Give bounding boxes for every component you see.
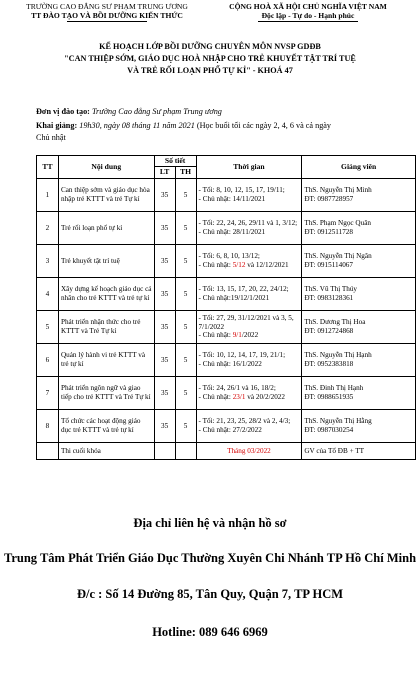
final-tt [37, 442, 59, 459]
title-line-3: VÀ TRẺ RỐI LOẠN PHỔ TỰ KỈ" - KHOÁ 47 [127, 66, 293, 75]
training-unit-value: Trường Cao đẳng Sư phạm Trung ương [91, 107, 222, 116]
row-time-evenings: - Tối: 24, 26/1 và 16, 18/2; [198, 384, 276, 393]
table-row [37, 244, 416, 277]
row-time-sunday-post: và 12/12/2021 [245, 260, 289, 269]
row-content: Can thiệp sớm và giáo dục hòa nhập trẻ KTTT và trẻ Tự kỉ [58, 178, 154, 211]
row-time-sunday-highlight: 23/1 [232, 392, 246, 401]
row-lecturer-phone: ĐT: 0988651935 [304, 392, 354, 401]
row-lecturer [302, 409, 416, 442]
row-lt: 35 [154, 244, 175, 277]
row-time-sundays [199, 228, 300, 236]
row-time-sunday-pre: - Chủ nhật: 16/1/2022 [198, 359, 262, 368]
contact-heading: Địa chỉ liên hệ và nhận hồ sơ [133, 516, 287, 530]
opening-note-cont [36, 132, 66, 143]
row-time-sunday-post: và 20/2/2022 [245, 392, 285, 401]
opening-label: Khai giảng: [36, 121, 78, 130]
row-tt: 8 [37, 409, 59, 442]
row-time-evenings: - Tối: 13, 15, 17, 20, 22, 24/12; [198, 285, 289, 294]
row-time-sundays [199, 393, 300, 401]
row-time-sunday-post: 14/11/2021 [232, 194, 266, 203]
row-lecturer-name: ThS. Nguyễn Thị Hằng [304, 417, 372, 426]
row-lecturer [302, 343, 416, 376]
row-lecturer [302, 211, 416, 244]
row-th: 5 [175, 343, 196, 376]
row-time-sunday-highlight: 9/1 [232, 331, 242, 340]
header-lt: LT [154, 167, 175, 178]
row-time-sunday-pre: - Chủ nhật: [198, 194, 233, 203]
row-tt: 4 [37, 277, 59, 310]
row-time-sunday-pre: - Chủ nhật:19/12/1/2021 [198, 293, 270, 302]
header-time: Thời gian [196, 156, 302, 179]
row-lecturer-phone: ĐT: 0987728957 [304, 194, 354, 203]
national-name: CỘNG HOÀ XÃ HỘI CHỦ NGHĨA VIỆT NAM [229, 2, 387, 11]
motto-underline [258, 21, 358, 22]
row-time-evenings: - Tối: 21, 23, 25, 28/2 và 2, 4/3; [198, 417, 291, 426]
table-row [37, 376, 416, 409]
row-content: Phát triển ngôn ngữ và giao tiếp cho trẻ KTTT và Trẻ Tự kỉ [58, 376, 154, 409]
row-th: 5 [175, 376, 196, 409]
row-time-sunday-post: /2022 [241, 331, 259, 340]
row-content: Phát triển nhận thức cho trẻ KTTT và Trẻ Tự kỉ [58, 310, 154, 343]
table-row [37, 178, 416, 211]
row-lecturer [302, 310, 416, 343]
row-time-evenings: - Tối: 8, 10, 12, 15, 17, 19/11; [198, 186, 285, 195]
row-lecturer [302, 178, 416, 211]
row-lecturer-phone: ĐT: 0912724868 [304, 326, 354, 335]
final-exam-row [37, 442, 416, 459]
row-time-sundays [199, 294, 300, 302]
contact-hotline: Hotline: 089 646 6969 [152, 625, 268, 639]
row-time-sunday-pre: - Chủ nhật: 27/2/2022 [198, 425, 262, 434]
row-time-evenings: - Tối: 27, 29, 31/12/2021 và 3, 5, 7/1/2022 [198, 314, 294, 331]
header-tt: TT [37, 156, 59, 179]
row-lt: 35 [154, 178, 175, 211]
row-time [196, 244, 302, 277]
row-time-sundays [199, 195, 300, 203]
row-time-evenings: - Tối: 22, 24, 26, 29/11 và 1, 3/12; [198, 219, 298, 228]
row-lt: 35 [154, 343, 175, 376]
row-th: 5 [175, 211, 196, 244]
row-time-sunday-pre: - Chủ nhật: [198, 392, 233, 401]
row-tt: 3 [37, 244, 59, 277]
table-row [37, 277, 416, 310]
contact-address: Đ/c : Số 14 Đường 85, Tân Quy, Quận 7, TP HCM [76, 587, 344, 601]
row-lt: 35 [154, 409, 175, 442]
header-th: TH [175, 167, 196, 178]
row-content: Tổ chức các hoạt động giáo dục trẻ KTTT và trẻ tự kỉ [58, 409, 154, 442]
row-th: 5 [175, 277, 196, 310]
row-lecturer-name: ThS. Nguyễn Thị Minh [304, 186, 372, 195]
row-time [196, 376, 302, 409]
row-lt: 35 [154, 211, 175, 244]
row-tt: 1 [37, 178, 59, 211]
schedule-table [36, 155, 416, 460]
row-content: Xây dựng kế hoạch giáo dục cá nhân cho trẻ KTTT và trẻ tự kỉ [58, 277, 154, 310]
row-time [196, 409, 302, 442]
row-lt: 35 [154, 376, 175, 409]
final-time: Tháng 03/2022 [196, 442, 302, 459]
final-content: Thi cuối khóa [58, 442, 154, 459]
row-th: 5 [175, 409, 196, 442]
row-time-sunday-pre: - Chủ nhật: [198, 260, 233, 269]
row-th: 5 [175, 178, 196, 211]
row-time [196, 178, 302, 211]
row-lecturer [302, 277, 416, 310]
row-time [196, 211, 302, 244]
header-lecturer: Giảng viên [302, 156, 416, 179]
row-time-sundays [199, 261, 300, 269]
national-motto-block [208, 2, 408, 22]
row-lecturer-name: ThS. Vũ Thị Thúy [304, 285, 358, 294]
row-time-sunday-highlight: 5/12 [232, 260, 246, 269]
table-row [37, 409, 416, 442]
final-th [175, 442, 196, 459]
row-time-sunday-post: 28/11/2021 [232, 227, 266, 236]
table-row [37, 211, 416, 244]
row-time-evenings: - Tối: 10, 12, 14, 17, 19, 21/1; [198, 351, 286, 360]
row-content: Quản lý hành vi trẻ KTTT và trẻ tự kỉ [58, 343, 154, 376]
row-th: 5 [175, 310, 196, 343]
row-lecturer-name: ThS. Dương Thị Hoa [304, 318, 366, 327]
opening-note: (Học buổi tối các ngày 2, 4, 6 và cả ngày [196, 121, 332, 130]
header-content: Nội dung [58, 156, 154, 179]
row-tt: 6 [37, 343, 59, 376]
row-time-sunday-pre: - Chủ nhật: [198, 331, 233, 340]
row-lecturer-phone: ĐT: 0952383818 [304, 359, 354, 368]
contact-center: Trung Tâm Phát Triển Giáo Dục Thường Xuyên Chi Nhánh TP Hồ Chí Minh [3, 551, 417, 565]
row-th: 5 [175, 244, 196, 277]
row-content: Trẻ rối loạn phổ tự kỉ [58, 211, 154, 244]
row-lecturer [302, 376, 416, 409]
row-content: Trẻ khuyết tật trí tuệ [58, 244, 154, 277]
row-time [196, 343, 302, 376]
row-lecturer-phone: ĐT: 0987030254 [304, 425, 354, 434]
row-lecturer-name: ThS. Đinh Thị Hạnh [304, 384, 364, 393]
row-lecturer-name: ThS. Nguyễn Thị Hạnh [304, 351, 372, 360]
row-lt: 35 [154, 277, 175, 310]
row-lecturer-phone: ĐT: 0912511728 [304, 227, 353, 236]
training-unit [36, 106, 222, 117]
opening-info [36, 120, 416, 131]
final-lecturer: GV của Tổ ĐB + TT [302, 442, 416, 459]
row-tt: 5 [37, 310, 59, 343]
row-time-evenings: - Tối: 6, 8, 10, 13/12; [198, 252, 260, 261]
row-tt: 7 [37, 376, 59, 409]
issuer-block [22, 2, 192, 22]
row-time [196, 277, 302, 310]
row-lecturer-name: ThS. Nguyễn Thị Ngân [304, 252, 372, 261]
title-line-1: KẾ HOẠCH LỚP BỒI DƯỠNG CHUYÊN MÔN NVSP GDĐB [99, 42, 321, 51]
row-time-sundays [199, 331, 300, 339]
row-tt: 2 [37, 211, 59, 244]
issuer-school: TRƯỜNG CAO ĐẲNG SƯ PHẠM TRUNG ƯƠNG [26, 2, 188, 11]
row-lecturer [302, 244, 416, 277]
opening-note-2: Chủ nhật [36, 133, 66, 142]
table-row [37, 343, 416, 376]
row-lecturer-phone: ĐT: 0915114067 [304, 260, 353, 269]
row-lecturer-phone: ĐT: 0983128361 [304, 293, 354, 302]
row-lt: 35 [154, 310, 175, 343]
issuer-underline [67, 21, 147, 22]
table-row [37, 310, 416, 343]
row-time-sundays [199, 426, 300, 434]
opening-value: 19h30, ngày 08 tháng 11 năm 2021 [79, 121, 195, 130]
row-time [196, 310, 302, 343]
title-line-2: "CAN THIỆP SỚM, GIÁO DỤC HOÀ NHẬP CHO TRẺ KHUYẾT TẬT TRÍ TUỆ [64, 54, 356, 63]
table-header-row [37, 156, 416, 167]
training-unit-label: Đơn vị đào tạo: [36, 107, 90, 116]
row-lecturer-name: ThS. Phạm Ngọc Quân [304, 219, 371, 228]
document-header [0, 2, 420, 26]
issuer-center: TT ĐÀO TẠO VÀ BỒI DƯỠNG KIẾN THỨC [31, 11, 183, 20]
header-periods: Số tiết [154, 156, 196, 167]
document-title [40, 41, 380, 77]
final-lt [154, 442, 175, 459]
row-time-sundays [199, 360, 300, 368]
national-motto: Độc lập - Tự do - Hạnh phúc [261, 11, 355, 20]
row-time-sunday-pre: - Chủ nhật: [198, 227, 233, 236]
